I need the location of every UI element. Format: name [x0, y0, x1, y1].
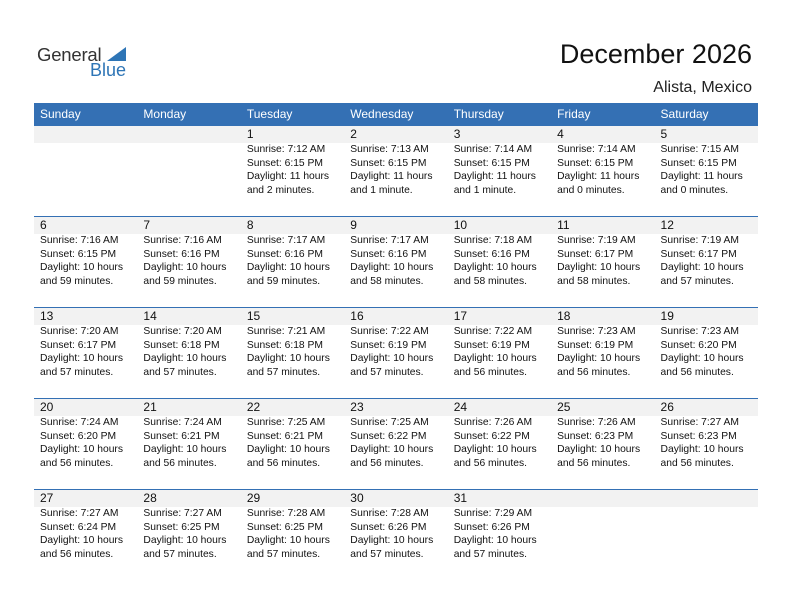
sunset-text: Sunset: 6:25 PM [143, 521, 220, 533]
day-number: 12 [660, 218, 674, 232]
day-cell [344, 490, 447, 580]
sunrise-text: Sunrise: 7:12 AM [246, 144, 326, 155]
daylight-minutes-text: and 57 minutes. [143, 366, 217, 378]
day-cell [137, 490, 240, 580]
daylight-minutes-text: and 1 minute. [350, 184, 413, 196]
sunset-text: Sunset: 6:18 PM [143, 339, 220, 351]
daylight-text: Daylight: 10 hours [40, 262, 123, 273]
day-cell [344, 126, 447, 216]
daylight-text: Daylight: 10 hours [660, 353, 744, 364]
sunrise-text: Sunrise: 7:13 AM [350, 144, 429, 155]
day-number: 31 [453, 491, 468, 505]
daylight-text: Daylight: 10 hours [453, 262, 537, 273]
daylight-text: Daylight: 11 hours [350, 171, 433, 182]
sunrise-text: Sunrise: 7:23 AM [557, 326, 636, 337]
calendar-grid [34, 103, 758, 580]
sunrise-text: Sunrise: 7:24 AM [40, 417, 119, 428]
sunset-text: Sunset: 6:15 PM [246, 157, 323, 169]
day-number: 2 [350, 127, 357, 141]
day-number: 3 [453, 127, 461, 141]
day-cell [34, 308, 137, 398]
empty-day-cell [137, 126, 240, 216]
sunset-text: Sunset: 6:22 PM [350, 430, 427, 442]
day-cell [137, 399, 240, 489]
sunrise-text: Sunrise: 7:25 AM [246, 417, 326, 428]
day-cell [551, 217, 654, 307]
week-cells [34, 308, 758, 398]
sunrise-text: Sunrise: 7:17 AM [350, 235, 429, 246]
empty-day-cell [551, 490, 654, 580]
day-number: 25 [557, 400, 571, 414]
sunrise-text: Sunrise: 7:28 AM [350, 508, 429, 519]
day-number: 1 [246, 127, 254, 141]
day-number: 8 [246, 218, 254, 232]
day-cell [551, 399, 654, 489]
daylight-text: Daylight: 10 hours [246, 262, 330, 273]
day-cell [448, 490, 551, 580]
day-cell [448, 217, 551, 307]
calendar-week-row [34, 489, 758, 580]
logo-triangle-icon [107, 47, 126, 61]
daylight-text: Daylight: 10 hours [40, 353, 123, 364]
day-number: 11 [557, 218, 570, 232]
daylight-text: Daylight: 10 hours [143, 262, 227, 273]
day-number: 26 [660, 400, 674, 414]
day-cell [344, 399, 447, 489]
sunset-text: Sunset: 6:17 PM [660, 248, 737, 260]
calendar-week-row [34, 307, 758, 398]
sunrise-text: Sunrise: 7:22 AM [350, 326, 429, 337]
day-cell [448, 126, 551, 216]
logo [37, 44, 137, 84]
day-number: 10 [453, 218, 468, 232]
daylight-minutes-text: and 56 minutes. [557, 457, 631, 469]
daylight-minutes-text: and 57 minutes. [246, 548, 321, 560]
daylight-text: Daylight: 10 hours [453, 353, 537, 364]
daylight-minutes-text: and 57 minutes. [143, 548, 217, 560]
daylight-minutes-text: and 57 minutes. [350, 548, 424, 560]
sunset-text: Sunset: 6:15 PM [660, 157, 737, 169]
sunset-text: Sunset: 6:16 PM [350, 248, 427, 260]
daylight-text: Daylight: 11 hours [453, 171, 536, 182]
location-label: Alista, Mexico [653, 79, 752, 96]
weekday-header [34, 103, 758, 126]
daylight-minutes-text: and 56 minutes. [246, 457, 321, 469]
sunrise-text: Sunrise: 7:14 AM [557, 144, 636, 155]
day-cell [344, 308, 447, 398]
day-cell [551, 308, 654, 398]
day-cell [34, 217, 137, 307]
day-cell [241, 217, 344, 307]
week-cells [34, 217, 758, 307]
calendar-weeks [34, 126, 758, 580]
daylight-minutes-text: and 58 minutes. [557, 275, 631, 287]
day-number: 16 [350, 309, 364, 323]
sunrise-text: Sunrise: 7:22 AM [453, 326, 533, 337]
sunset-text: Sunset: 6:15 PM [453, 157, 530, 169]
daylight-minutes-text: and 56 minutes. [557, 366, 631, 378]
sunset-text: Sunset: 6:21 PM [246, 430, 323, 442]
daylight-text: Daylight: 10 hours [557, 444, 641, 455]
daylight-minutes-text: and 57 minutes. [246, 366, 321, 378]
day-number: 5 [660, 127, 668, 141]
day-number: 30 [350, 491, 364, 505]
sunrise-text: Sunrise: 7:14 AM [453, 144, 533, 155]
sunrise-text: Sunrise: 7:29 AM [453, 508, 533, 519]
sunset-text: Sunset: 6:15 PM [557, 157, 634, 169]
sunset-text: Sunset: 6:18 PM [246, 339, 323, 351]
sunset-text: Sunset: 6:15 PM [40, 248, 117, 260]
daylight-minutes-text: and 0 minutes. [660, 184, 729, 196]
day-cell [241, 490, 344, 580]
day-number: 22 [246, 400, 261, 414]
calendar-week-row [34, 126, 758, 216]
weekday-friday: Friday [557, 107, 591, 121]
sunrise-text: Sunrise: 7:23 AM [660, 326, 739, 337]
sunrise-text: Sunrise: 7:19 AM [660, 235, 739, 246]
sunset-text: Sunset: 6:26 PM [453, 521, 530, 533]
sunrise-text: Sunrise: 7:27 AM [40, 508, 119, 519]
day-number: 19 [660, 309, 674, 323]
day-number: 17 [453, 309, 468, 323]
day-number: 28 [143, 491, 157, 505]
sunrise-text: Sunrise: 7:27 AM [660, 417, 739, 428]
daylight-text: Daylight: 10 hours [350, 535, 434, 546]
sunrise-text: Sunrise: 7:24 AM [143, 417, 222, 428]
weekday-sunday: Sunday [40, 107, 81, 121]
day-number: 7 [143, 218, 151, 232]
sunrise-text: Sunrise: 7:18 AM [453, 235, 533, 246]
daylight-minutes-text: and 59 minutes. [143, 275, 217, 287]
daylight-minutes-text: and 59 minutes. [246, 275, 321, 287]
sunset-text: Sunset: 6:26 PM [350, 521, 427, 533]
weekday-wednesday: Wednesday [350, 107, 414, 121]
day-cell [241, 126, 344, 216]
daylight-text: Daylight: 10 hours [453, 444, 537, 455]
day-number: 13 [40, 309, 54, 323]
daylight-minutes-text: and 56 minutes. [350, 457, 424, 469]
day-cell [241, 308, 344, 398]
day-cell [448, 399, 551, 489]
sunrise-text: Sunrise: 7:19 AM [557, 235, 636, 246]
day-cell [137, 308, 240, 398]
daylight-text: Daylight: 10 hours [143, 444, 227, 455]
empty-day-cell [655, 490, 758, 580]
sunrise-text: Sunrise: 7:17 AM [246, 235, 326, 246]
sunset-text: Sunset: 6:21 PM [143, 430, 220, 442]
daylight-minutes-text: and 56 minutes. [660, 366, 734, 378]
day-cell [137, 217, 240, 307]
daylight-minutes-text: and 2 minutes. [246, 184, 315, 196]
sunrise-text: Sunrise: 7:15 AM [660, 144, 739, 155]
weekday-tuesday: Tuesday [246, 107, 293, 121]
daylight-text: Daylight: 10 hours [246, 353, 330, 364]
daylight-minutes-text: and 58 minutes. [350, 275, 424, 287]
day-cell [551, 126, 654, 216]
day-cell [655, 217, 758, 307]
day-cell [655, 126, 758, 216]
daylight-text: Daylight: 10 hours [246, 444, 330, 455]
daylight-text: Daylight: 10 hours [350, 444, 434, 455]
day-number: 21 [143, 400, 157, 414]
daylight-minutes-text: and 57 minutes. [660, 275, 734, 287]
day-cell [34, 399, 137, 489]
logo-text-blue: Blue [90, 60, 127, 80]
day-number: 27 [40, 491, 54, 505]
day-cell [241, 399, 344, 489]
daylight-text: Daylight: 10 hours [40, 535, 123, 546]
daylight-text: Daylight: 11 hours [660, 171, 743, 182]
daylight-text: Daylight: 10 hours [143, 353, 227, 364]
week-cells [34, 490, 758, 580]
logo-text-general: General [37, 44, 102, 65]
day-cell [655, 308, 758, 398]
day-number: 18 [557, 309, 571, 323]
daylight-text: Daylight: 10 hours [557, 262, 641, 273]
sunset-text: Sunset: 6:15 PM [350, 157, 427, 169]
sunrise-text: Sunrise: 7:26 AM [557, 417, 636, 428]
daylight-minutes-text: and 56 minutes. [40, 457, 114, 469]
daylight-text: Daylight: 10 hours [350, 262, 434, 273]
day-cell [34, 490, 137, 580]
day-number: 15 [246, 309, 261, 323]
empty-day-cell [34, 126, 137, 216]
daylight-text: Daylight: 11 hours [557, 171, 640, 182]
sunset-text: Sunset: 6:16 PM [246, 248, 323, 260]
weekday-monday: Monday [143, 107, 187, 121]
sunset-text: Sunset: 6:20 PM [40, 430, 117, 442]
daylight-minutes-text: and 57 minutes. [350, 366, 424, 378]
sunset-text: Sunset: 6:16 PM [143, 248, 220, 260]
sunset-text: Sunset: 6:17 PM [40, 339, 117, 351]
daylight-minutes-text: and 56 minutes. [143, 457, 217, 469]
daylight-minutes-text: and 57 minutes. [453, 548, 527, 560]
sunset-text: Sunset: 6:23 PM [557, 430, 634, 442]
daylight-text: Daylight: 10 hours [453, 535, 537, 546]
day-number: 24 [453, 400, 468, 414]
calendar-week-row [34, 216, 758, 307]
sunrise-text: Sunrise: 7:21 AM [246, 326, 326, 337]
daylight-minutes-text: and 56 minutes. [453, 457, 527, 469]
day-cell [655, 399, 758, 489]
daylight-text: Daylight: 10 hours [246, 535, 330, 546]
daylight-minutes-text: and 56 minutes. [660, 457, 734, 469]
sunrise-text: Sunrise: 7:25 AM [350, 417, 429, 428]
day-number: 6 [40, 218, 47, 232]
sunset-text: Sunset: 6:22 PM [453, 430, 530, 442]
sunset-text: Sunset: 6:19 PM [453, 339, 530, 351]
day-number: 23 [350, 400, 364, 414]
daylight-minutes-text: and 59 minutes. [40, 275, 114, 287]
sunset-text: Sunset: 6:19 PM [350, 339, 427, 351]
daylight-text: Daylight: 10 hours [660, 444, 744, 455]
sunset-text: Sunset: 6:24 PM [40, 521, 117, 533]
sunset-text: Sunset: 6:17 PM [557, 248, 634, 260]
page-title: December 2026 [559, 39, 752, 69]
daylight-text: Daylight: 10 hours [350, 353, 434, 364]
day-cell [344, 217, 447, 307]
sunrise-text: Sunrise: 7:28 AM [246, 508, 326, 519]
daylight-minutes-text: and 0 minutes. [557, 184, 625, 196]
sunset-text: Sunset: 6:23 PM [660, 430, 737, 442]
day-number: 14 [143, 309, 157, 323]
sunset-text: Sunset: 6:19 PM [557, 339, 634, 351]
daylight-minutes-text: and 56 minutes. [453, 366, 527, 378]
weekday-saturday: Saturday [660, 107, 709, 121]
sunset-text: Sunset: 6:16 PM [453, 248, 530, 260]
daylight-text: Daylight: 11 hours [246, 171, 330, 182]
weekday-thursday: Thursday [453, 107, 504, 121]
daylight-text: Daylight: 10 hours [143, 535, 227, 546]
daylight-minutes-text: and 58 minutes. [453, 275, 527, 287]
sunrise-text: Sunrise: 7:16 AM [143, 235, 222, 246]
sunrise-text: Sunrise: 7:27 AM [143, 508, 222, 519]
day-number: 20 [40, 400, 54, 414]
daylight-text: Daylight: 10 hours [557, 353, 641, 364]
daylight-minutes-text: and 57 minutes. [40, 366, 114, 378]
sunset-text: Sunset: 6:20 PM [660, 339, 737, 351]
day-number: 29 [246, 491, 261, 505]
daylight-text: Daylight: 10 hours [660, 262, 744, 273]
sunrise-text: Sunrise: 7:20 AM [143, 326, 222, 337]
calendar-week-row [34, 398, 758, 489]
sunset-text: Sunset: 6:25 PM [246, 521, 323, 533]
week-cells [34, 126, 758, 216]
day-number: 9 [350, 218, 357, 232]
daylight-minutes-text: and 1 minute. [453, 184, 517, 196]
day-number: 4 [557, 127, 564, 141]
daylight-minutes-text: and 56 minutes. [40, 548, 114, 560]
day-cell [448, 308, 551, 398]
sunrise-text: Sunrise: 7:26 AM [453, 417, 533, 428]
sunrise-text: Sunrise: 7:20 AM [40, 326, 119, 337]
week-cells [34, 399, 758, 489]
daylight-text: Daylight: 10 hours [40, 444, 123, 455]
sunrise-text: Sunrise: 7:16 AM [40, 235, 119, 246]
